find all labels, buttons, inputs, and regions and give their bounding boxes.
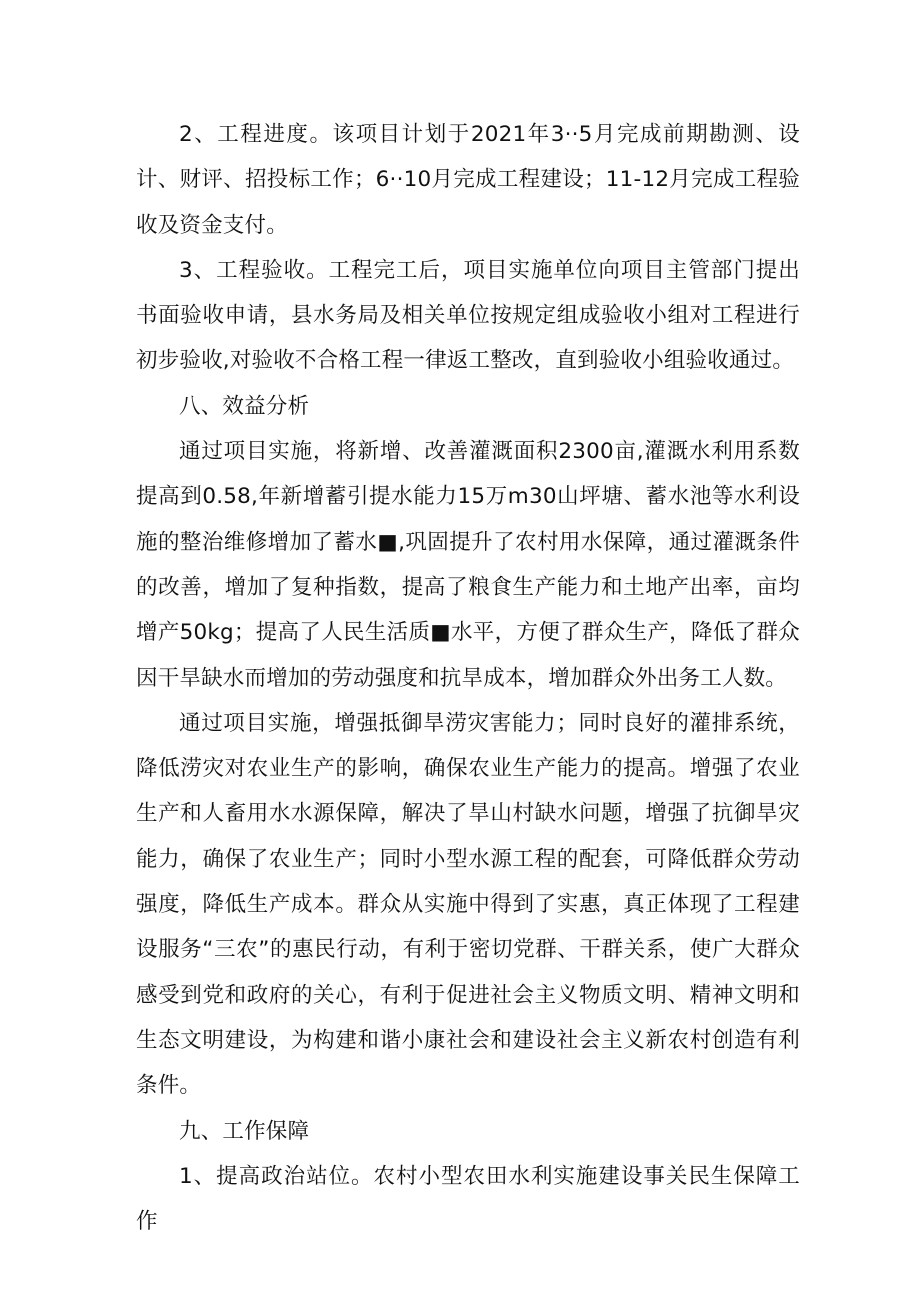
document-page [136, 112, 800, 1244]
paragraph-benefit-disaster: 通过项目实施，增强抵御旱涝灾害能力；同时良好的灌排系统，降低涝灾对农业生产的影响，确保农业生产能力的提高。增强了农业生产和人畜用水水源保障，解决了旱山村缺水问题，增强了抗御旱灾能力，确保了农业生产；同时小型水源工程的配套，可降低群众劳动强度，降低生产成本。群众从实施中得到了实惠，真正体现了工程建设服务“三农”的惠民行动，有利于密切党群、干群关系，使广大群众感受到党和政府的关心，有利于促进社会主义物质文明、精神文明和生态文明建设，为构建和谐小康社会和建设社会主义新农村创造有利条件。 [136, 710, 800, 1099]
section-heading-work-guarantee: 九、工作保障 [179, 1118, 310, 1144]
paragraph-project-schedule: 2、工程进度。该项目计划于2021年3··5月完成前期勘测、设计、财评、招投标工作；6··10月完成工程建设；11-12月完成工程验收及资金支付。 [136, 122, 800, 238]
section-heading-benefit-analysis: 八、效益分析 [179, 393, 310, 419]
paragraph-political-position: 1、提高政治站位。农村小型农田水利实施建设事关民生保障工作 [136, 1163, 800, 1235]
paragraph-benefit-irrigation: 通过项目实施，将新增、改善灌溉面积2300亩,灌溉水利用系数提高到0.58,年新增蓄引提水能力15万m30山坪塘、蓄水池等水利设施的整治维修增加了蓄水■,巩固提升了农村用水保障，通过灌溉条件的改善，增加了复种指数，提高了粮食生产能力和土地产出率，亩均增产50kg；提高了人民生活质■水平，方便了群众生产，降低了群众因干旱缺水而增加的劳动强度和抗旱成本，增加群众外出务工人数。 [136, 439, 800, 691]
paragraph-project-acceptance: 3、工程验收。工程完工后，项目实施单位向项目主管部门提出书面验收申请，县水务局及相关单位按规定组成验收小组对工程进行初步验收,对验收不合格工程一律返工整改，直到验收小组验收通过。 [136, 257, 800, 374]
